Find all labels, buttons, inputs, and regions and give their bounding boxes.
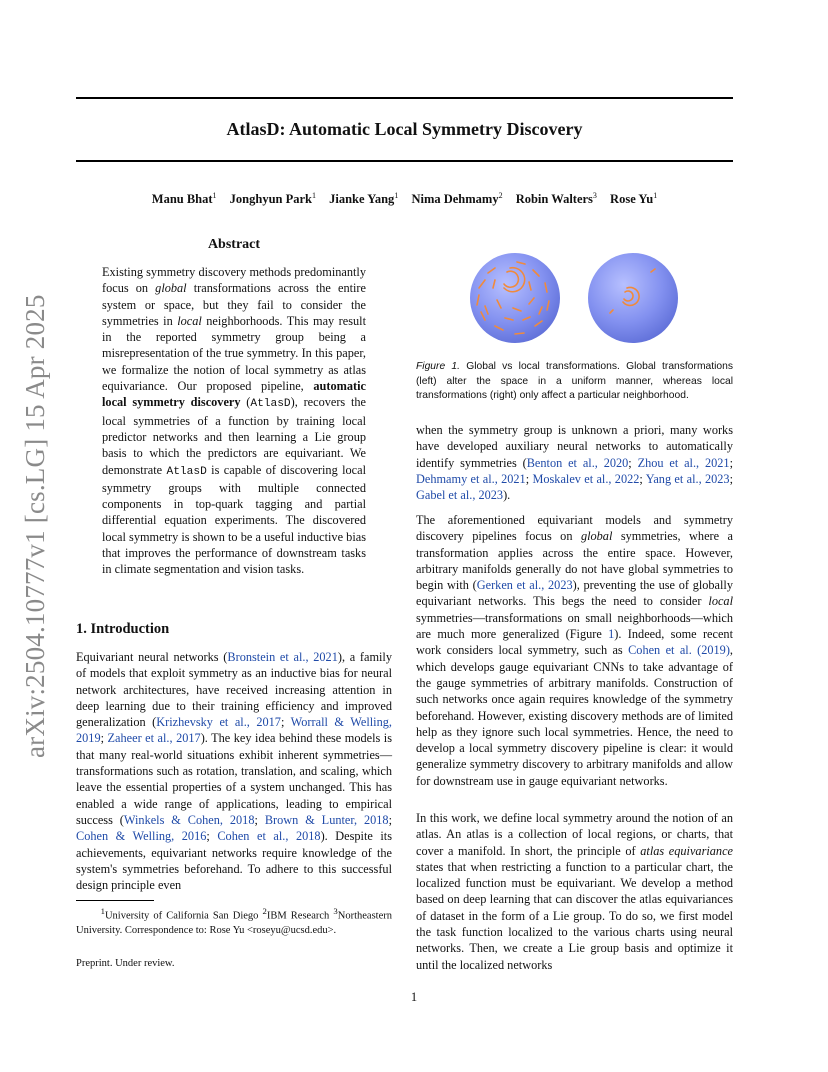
author <box>610 192 657 206</box>
footnote: $^1$University of California San Diego $^2$IBM Research $^3$Northeastern University. Correspondence to: Rose Yu <roseyu@ucsd.edu>. <box>76 906 392 936</box>
footnote-rule <box>76 900 154 901</box>
code-atlasd: AtlasD <box>250 398 291 411</box>
global-transformation-sphere <box>470 253 560 343</box>
abstract-heading: Abstract <box>207 237 261 252</box>
citation-link[interactable]: Winkels & Cohen, 2018 <box>123 812 255 827</box>
title-bottom-rule <box>76 160 733 162</box>
author <box>152 192 217 206</box>
right-paragraph-1: when the symmetry group is unknown a priori, many works have developed auxiliary neural networks to automatically identify symmetries (Benton et al., 2020; Zhou et al., 2021; Dehmamy et al., 2021; Moskalev et al., 2022; Yang et al., 2023; Gabel et al., 2023). <box>416 423 733 503</box>
author-affiliation: 3 <box>592 191 597 200</box>
citation-link[interactable]: Gerken et al., 2023 <box>476 578 573 593</box>
citation-link[interactable]: Cohen et al. (2019) <box>628 643 730 658</box>
author-list <box>76 191 733 207</box>
citation-link[interactable]: Benton et al., 2020 <box>526 455 629 470</box>
right-paragraph-3: In this work, we define local symmetry around the notion of an atlas. An atlas is a collection of local regions, or charts, that cover a manifold. In short, the principle of atlas equivariance states that when restricting a function to a particular chart, the localized function must be equivariant. We develop a method based on deep learning that can discover the atlas equivariances of dataset in the form of a Lie group. To do so, we first model the task function localized to the various charts using neural networks. Then, we create a Lie group basis and optimize it until the localized networks <box>416 811 733 972</box>
author-name: Rose Yu <box>610 192 654 207</box>
preprint-note: Preprint. Under review. <box>76 958 175 969</box>
intro-paragraph: Equivariant neural networks (Bronstein et al., 2021), a family of models that exploit symmetry as an inductive bias for neural network architectures, have received increasing attention in deep learning due to their training efficiency and improved generalization (Krizhevsky et al., 2017; Worrall & Welling, 2019; Zaheer et al., 2017). The key idea behind these models is that many real-world situations exhibit inherent symmetries—transformations such as rotation, translation, and scaling, which leave the essential properties of a system unchanged. This has enabled a wide range of applications, leading to empirical success (Winkels & Cohen, 2018; Brown & Lunter, 2018; Cohen & Welling, 2016; Cohen et al., 2018). Despite its achievements, equivariant networks require knowledge of the system's symmetries beforehand. To adhere to this successful design principle even <box>76 650 393 893</box>
figure-1-caption: Figure 1. Global vs local transformations. Global transformations (left) alter the space in a uniform manner, whereas local transformations (right) only affect a particular neighborhood. <box>416 361 733 402</box>
citation-link[interactable]: Brown & Lunter, 2018 <box>264 812 389 827</box>
author-affiliation: 1 <box>312 191 316 200</box>
author-name: Manu Bhat <box>151 192 213 207</box>
citation-link[interactable]: Dehmamy et al., 2021 <box>416 471 526 486</box>
citation-link[interactable]: Cohen et al., 2018 <box>217 829 321 844</box>
figure-label: Figure 1. <box>416 361 460 372</box>
pipeline-name: automatic local symmetry discovery <box>102 379 366 410</box>
right-paragraph-2: The aforementioned equivariant models and symmetry discovery pipelines focus on global symmetries, where a transformation applies across the entire space. However, arbitrary manifolds generally do not have global symmetries to begin with (Gerken et al., 2023), preventing the use of globally equivariant networks. This begs the need to consider local symmetries—transformations on small neighborhoods—which are much more generalized (Figure 1). Indeed, some recent work considers local symmetry, such as Cohen et al. (2019), which develops gauge equivariant CNNs to take advantage of the gauge symmetries of arbitrary manifolds. Construction of such networks once again requires knowledge of the symmetry beforehand. However, existing discovery methods are of limited help as they ignore such local symmetries. Hence, the need to develop a local symmetry discovery pipeline is clear: it would generalize symmetry discovery to arbitrary manifolds and allow for downstream use in gauge equivariant networks. <box>416 513 733 788</box>
title-top-rule <box>76 97 733 99</box>
author <box>516 192 597 206</box>
author <box>230 192 316 206</box>
citation-link[interactable]: Gabel et al., 2023 <box>416 488 504 503</box>
citation-link[interactable]: Krizhevsky et al., 2017 <box>156 715 281 730</box>
citation-link[interactable]: Zaheer et al., 2017 <box>107 731 201 746</box>
citation-link[interactable]: Zhou et al., 2021 <box>637 455 730 470</box>
author-name: Jianke Yang <box>329 192 395 207</box>
page-number: 1 <box>410 990 418 1004</box>
author <box>329 192 398 206</box>
author-name: Nima Dehmamy <box>411 192 499 207</box>
local-transformation-sphere <box>588 253 678 343</box>
arxiv-identifier: arXiv:2504.10777v1 [cs.LG] 15 Apr 2025 <box>20 294 50 758</box>
figure-reference-link[interactable]: 1 <box>608 627 615 642</box>
author-name: Robin Walters <box>515 192 593 207</box>
abstract-body: Existing symmetry discovery methods predominantly focus on global transformations across the entire system or space, but they fail to consider the symmetries in local neighborhoods. This may result in the reported symmetry group being a misrepresentation of the true symmetry. In this paper, we formalize the notion of local symmetry as atlas equivariance. Our proposed pipeline, automatic local symmetry discovery (AtlasD), recovers the local symmetries of a function by training local predictor networks and then learning a Lie group basis to which the predictors are equivariant. We demonstrate AtlasD is capable of discovering local symmetry groups with multiple connected components in top-quark tagging and partial differential equation experiments. The discovered local symmetry is shown to be a useful inductive bias that improves the performance of downstream tasks in climate segmentation and vision tasks. <box>102 265 367 577</box>
section-heading-introduction: 1. Introduction <box>76 621 170 637</box>
figure-1-spheres <box>455 250 695 350</box>
author-affiliation: 1 <box>394 191 399 200</box>
author <box>411 192 502 206</box>
author-affiliation: 1 <box>212 191 217 200</box>
code-atlasd: AtlasD <box>166 465 207 478</box>
author-affiliation: 1 <box>653 191 658 200</box>
citation-link[interactable]: Bronstein et al., 2021 <box>227 650 338 664</box>
citation-link[interactable]: Cohen & Welling, 2016 <box>76 829 207 844</box>
citation-link[interactable]: Moskalev et al., 2022 <box>532 471 640 486</box>
citation-link[interactable]: Yang et al., 2023 <box>645 471 730 486</box>
citation-link[interactable]: Worrall & Welling, 2019 <box>76 715 392 746</box>
paper-title: AtlasD: Automatic Local Symmetry Discovery <box>226 119 583 139</box>
author-affiliation: 2 <box>498 191 503 200</box>
author-name: Jonghyun Park <box>229 192 312 207</box>
